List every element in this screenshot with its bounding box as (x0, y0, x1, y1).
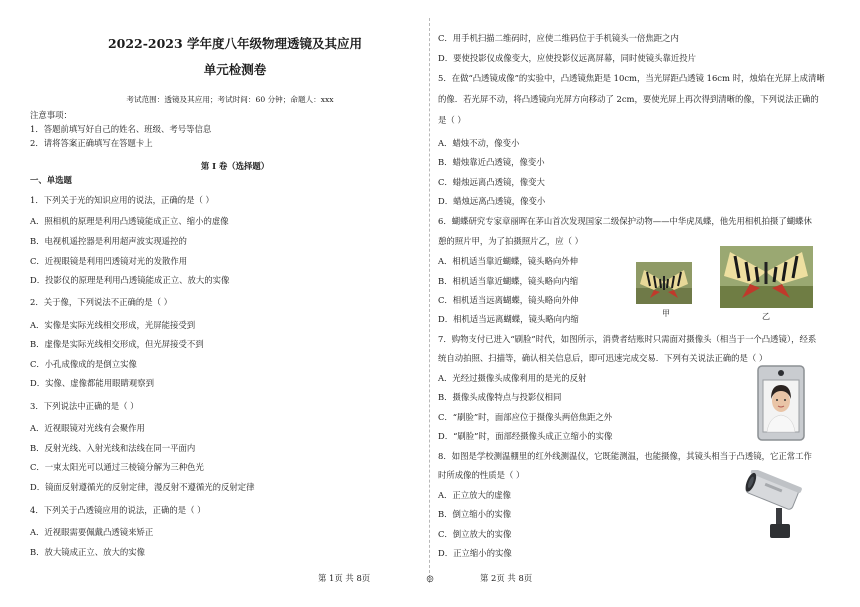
section-title: 第 I 卷（选择题） (200, 161, 270, 171)
option: B．摄像头成像特点与投影仪相同 (438, 392, 562, 402)
figure-label-jia: 甲 (662, 309, 670, 318)
option: B．倒立缩小的实像 (438, 509, 512, 519)
option: A．蜡烛不动，像变小 (438, 138, 520, 148)
option: A．照相机的原理是利用凸透镜能成正立、缩小的虚像 (30, 216, 229, 226)
question-stem: 8．如图是学校测温棚里的红外线测温仪，它既能测温，也能摄像，其镜头相当于凸透镜，它正常工作 (438, 451, 812, 461)
question-stem: 是（ ） (438, 115, 466, 125)
question-stem: 统自动拍照、扫描等，确认相关信息后，即可迅速完成交易．下列有关说法正确的是（ ） (438, 353, 768, 363)
note-1: 1．答题前填写好自己的姓名、班级、考号等信息 (30, 124, 212, 134)
butterfly-photo-jia (636, 262, 692, 304)
option: C．蜡烛远离凸透镜，像变大 (438, 177, 545, 187)
option: D．要使投影仪成像变大，应使投影仪远离屏幕，同时使镜头靠近投片 (438, 53, 696, 63)
option: C．小孔成像成的是倒立实像 (30, 359, 137, 369)
note-2: 2．请将答案正确填写在答题卡上 (30, 138, 153, 148)
page-number-left: 第 1页 共 8页 (318, 573, 371, 583)
option: B．反射光线、入射光线和法线在同一平面内 (30, 443, 196, 453)
page-2 (426, 0, 860, 607)
option: D．相机适当远离蝴蝶，镜头略向内缩 (438, 314, 579, 324)
option: B．相机适当靠近蝴蝶，镜头略向内缩 (438, 276, 579, 286)
page-number-right: 第 2页 共 8页 (480, 573, 533, 583)
option: A．正立放大的虚像 (438, 490, 512, 500)
option: B．放大镜成正立、放大的实像 (30, 547, 146, 557)
option: A．实像是实际光线相交形成，光屏能接受到 (30, 320, 196, 330)
exam-info: 考试范围：透镜及其应用；考试时间：60 分钟；命题人：xxx (126, 95, 334, 104)
option: D．蜡烛远离凸透镜，像变小 (438, 196, 546, 206)
option: B．虚像是实际光线相交形成，但光屏接受不到 (30, 339, 204, 349)
option: D．“刷脸”时，面部经摄像头成正立缩小的实像 (438, 431, 613, 441)
option: D．镜面反射遵循光的反射定律，漫反射不遵循光的反射定律 (30, 482, 255, 492)
question-stem: 7．购物支付已进入“刷脸”时代，如图所示，消费者结账时只需面对摄像头（相当于一个凸透镜），经系 (438, 334, 817, 344)
question-stem: 1．下列关于光的知识应用的说法，正确的是（ ） (30, 195, 214, 205)
question-stem: 2．关于像，下列说法不正确的是（ ） (30, 297, 172, 307)
option: A．相机适当靠近蝴蝶，镜头略向外伸 (438, 256, 579, 266)
question-stem: 的像．若光屏不动，将凸透镜向光屏方向移动了 2cm，要使光屏上再次得到清晰的像，下列说法正确的 (438, 94, 819, 104)
notes-title: 注意事项： (30, 110, 72, 120)
figure-label-yi: 乙 (762, 312, 770, 321)
question-stem: 时所成像的性质是（ ） (438, 470, 525, 480)
option: D．投影仪的原理是利用凸透镜能成正立、放大的实像 (30, 275, 230, 285)
option: A．光经过摄像头成像利用的是光的反射 (438, 373, 587, 383)
part-title: 一、单选题 (30, 175, 72, 185)
exam-subtitle: 单元检测卷 (203, 62, 267, 77)
option: C．一束太阳光可以通过三棱镜分解为三种色光 (30, 462, 204, 472)
option: C．倒立放大的实像 (438, 529, 512, 539)
option: D．实像、虚像都能用眼睛观察到 (30, 378, 154, 388)
option: B．蜡烛靠近凸透镜，像变小 (438, 157, 545, 167)
question-stem: 憩的照片甲，为了拍摄照片乙，应（ ） (438, 236, 584, 246)
question-stem: 4．下列关于凸透镜应用的说法，正确的是（ ） (30, 505, 206, 515)
butterfly-photo-yi (720, 246, 813, 308)
page-center-marker: ◎ (426, 573, 434, 583)
option: D．正立缩小的实像 (438, 548, 512, 558)
question-stem: 5．在做“凸透镜成像”的实验中，凸透镜焦距是 10cm，当光屏距凸透镜 16cm 时，烛焰在光屏上成清晰 (438, 73, 825, 83)
option: A．近视眼需要佩戴凸透镜来矫正 (30, 527, 154, 537)
option: A．近视眼镜对光线有会聚作用 (30, 423, 145, 433)
option: B．电视机遥控器是利用超声波实现遥控的 (30, 236, 187, 246)
infrared-camera-image (740, 470, 804, 542)
option: C．“刷脸”时，面部应位于摄像头两倍焦距之外 (438, 412, 613, 422)
option: C．用手机扫描二维码时，应使二维码位于手机镜头一倍焦距之内 (438, 33, 679, 43)
exam-title: 2022-2023 学年度八年级物理透镜及其应用 (107, 36, 363, 51)
face-pay-terminal-image (757, 365, 805, 441)
question-stem: 6．蝴蝶研究专家章丽晖在茅山首次发现国家二级保护动物——中华虎凤蝶，他先用相机拍摄了蝴蝶休 (438, 216, 812, 226)
question-stem: 3．下列说法中正确的是（ ） (30, 401, 139, 411)
option: C．近视眼镜是利用凹透镜对光的发散作用 (30, 256, 188, 266)
option: C．相机适当远离蝴蝶，镜头略向外伸 (438, 295, 579, 305)
